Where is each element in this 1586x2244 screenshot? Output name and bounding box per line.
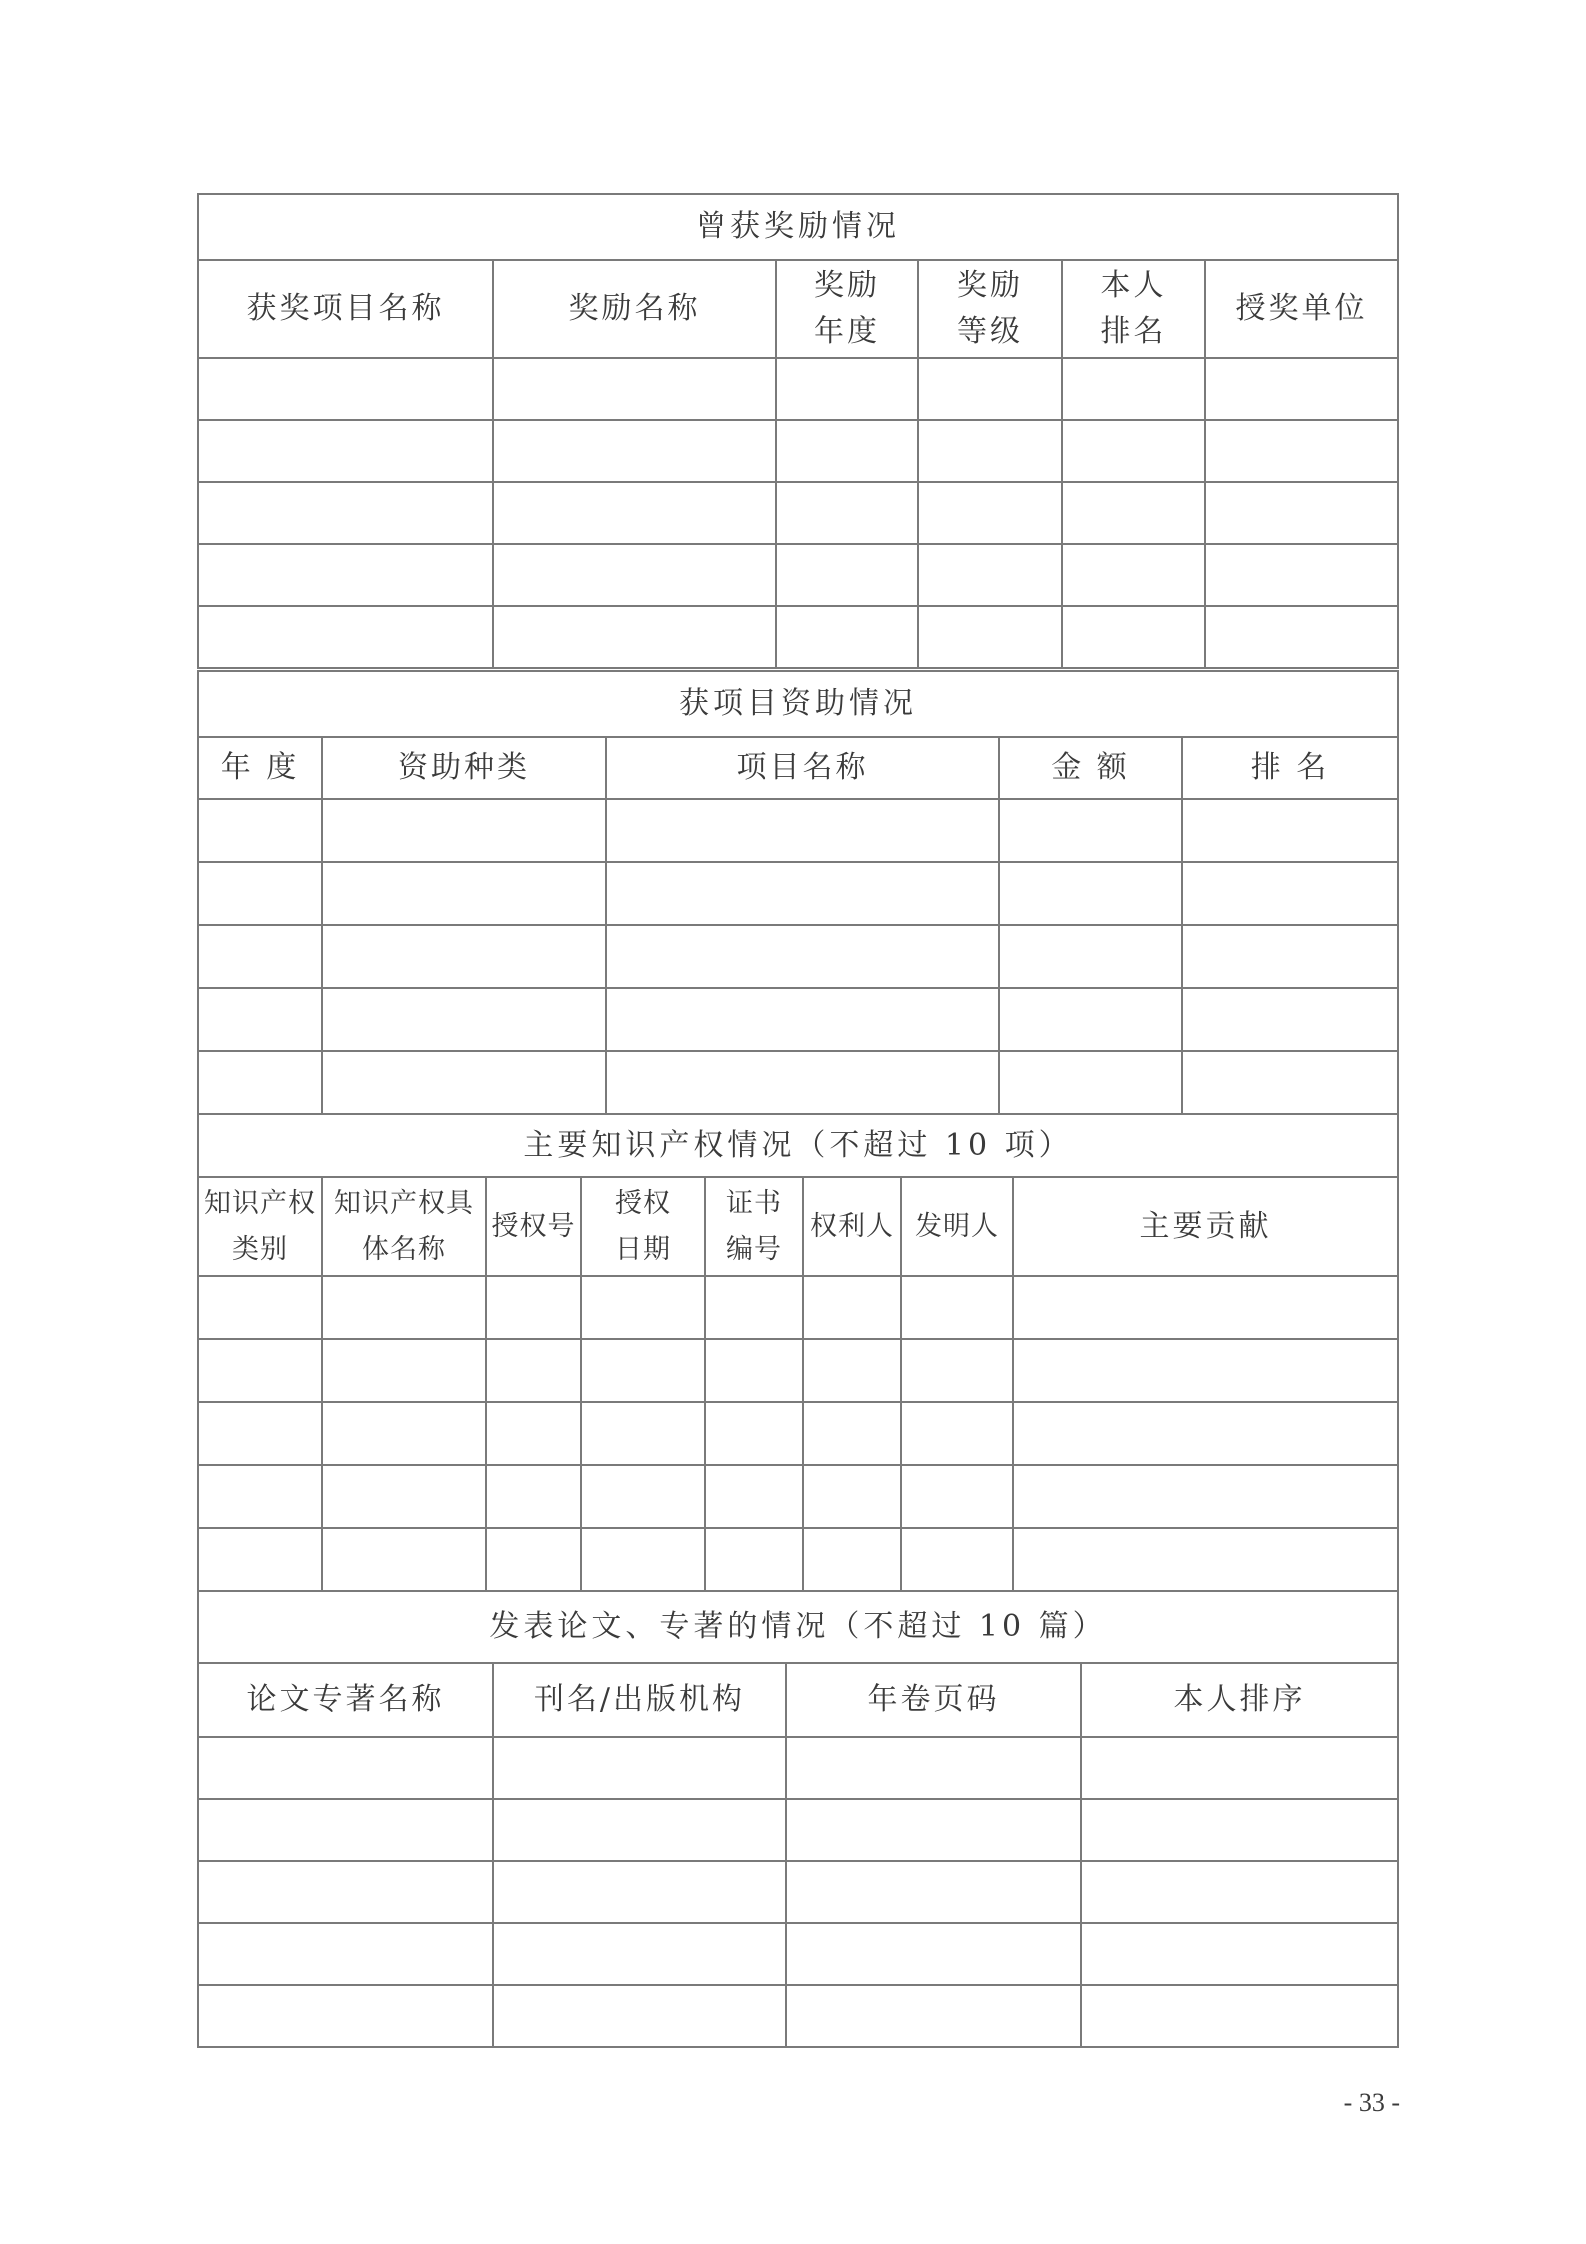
awards-header-personal-rank: 本人 排名 — [1062, 260, 1205, 358]
table-cell[interactable] — [198, 1276, 322, 1339]
table-cell[interactable] — [493, 544, 776, 606]
table-cell[interactable] — [198, 799, 322, 862]
table-cell[interactable] — [1205, 420, 1398, 482]
table-row — [198, 799, 1398, 862]
table-cell[interactable] — [705, 1402, 803, 1465]
table-cell[interactable] — [803, 1402, 901, 1465]
table-cell[interactable] — [1182, 1051, 1398, 1114]
table-cell[interactable] — [322, 1528, 486, 1591]
table-row — [198, 482, 1398, 544]
papers-table — [197, 1590, 1399, 2048]
table-cell[interactable] — [1182, 925, 1398, 988]
table-cell[interactable] — [198, 1402, 322, 1465]
table-cell[interactable] — [198, 358, 493, 420]
table-cell[interactable] — [1081, 1799, 1398, 1861]
table-cell[interactable] — [705, 1276, 803, 1339]
table-row — [198, 1861, 1398, 1923]
table-cell[interactable] — [803, 1528, 901, 1591]
table-row — [198, 988, 1398, 1051]
table-cell[interactable] — [1062, 420, 1205, 482]
funding-header-amount: 金 额 — [999, 737, 1182, 799]
table-cell[interactable] — [999, 862, 1182, 925]
table-cell[interactable] — [1013, 1402, 1398, 1465]
table-cell[interactable] — [918, 358, 1062, 420]
funding-header-rank: 排 名 — [1182, 737, 1398, 799]
table-cell[interactable] — [322, 988, 606, 1051]
table-cell[interactable] — [581, 1402, 705, 1465]
table-row — [198, 1528, 1398, 1591]
table-cell[interactable] — [705, 1528, 803, 1591]
table-cell[interactable] — [198, 1737, 493, 1799]
table-cell[interactable] — [776, 544, 918, 606]
table-cell[interactable] — [803, 1276, 901, 1339]
table-cell[interactable] — [486, 1465, 581, 1528]
table-cell[interactable] — [198, 1051, 322, 1114]
table-cell[interactable] — [1081, 1861, 1398, 1923]
table-cell[interactable] — [918, 606, 1062, 668]
table-cell[interactable] — [1081, 1737, 1398, 1799]
table-cell[interactable] — [198, 988, 322, 1051]
table-cell[interactable] — [803, 1339, 901, 1402]
table-cell[interactable] — [493, 1799, 786, 1861]
table-cell[interactable] — [486, 1402, 581, 1465]
ip-header-rights-holder: 权利人 — [803, 1177, 901, 1276]
table-row — [198, 1923, 1398, 1985]
table-cell[interactable] — [198, 1861, 493, 1923]
table-cell[interactable] — [705, 1465, 803, 1528]
table-cell[interactable] — [776, 482, 918, 544]
table-cell[interactable] — [606, 925, 999, 988]
awards-header-granting-unit: 授奖单位 — [1205, 260, 1398, 358]
ip-header-category: 知识产权 类别 — [198, 1177, 322, 1276]
table-cell[interactable] — [198, 862, 322, 925]
papers-header-row — [198, 1663, 1398, 1737]
ip-section-title: 主要知识产权情况（不超过 10 项） — [198, 1114, 1398, 1177]
table-cell[interactable] — [999, 988, 1182, 1051]
awards-header-project-name: 获奖项目名称 — [198, 260, 493, 358]
table-cell[interactable] — [581, 1339, 705, 1402]
table-cell[interactable] — [786, 1985, 1081, 2047]
table-cell[interactable] — [322, 799, 606, 862]
awards-header-award-name: 奖励名称 — [493, 260, 776, 358]
awards-header-award-year: 奖励 年度 — [776, 260, 918, 358]
table-row — [198, 358, 1398, 420]
table-cell[interactable] — [581, 1465, 705, 1528]
table-cell[interactable] — [322, 1339, 486, 1402]
table-cell[interactable] — [705, 1339, 803, 1402]
table-cell[interactable] — [322, 1276, 486, 1339]
table-cell[interactable] — [1062, 544, 1205, 606]
ip-header-specific-name: 知识产权具 体名称 — [322, 1177, 486, 1276]
table-cell[interactable] — [198, 1923, 493, 1985]
table-row — [198, 862, 1398, 925]
table-cell[interactable] — [1182, 988, 1398, 1051]
table-cell[interactable] — [198, 482, 493, 544]
table-row — [198, 1339, 1398, 1402]
table-cell[interactable] — [803, 1465, 901, 1528]
table-cell[interactable] — [1182, 862, 1398, 925]
papers-header-title: 论文专著名称 — [198, 1663, 493, 1737]
table-cell[interactable] — [776, 420, 918, 482]
table-cell[interactable] — [1182, 799, 1398, 862]
table-cell[interactable] — [606, 988, 999, 1051]
funding-header-year: 年 度 — [198, 737, 322, 799]
table-cell[interactable] — [493, 606, 776, 668]
table-cell[interactable] — [198, 1465, 322, 1528]
table-cell[interactable] — [606, 799, 999, 862]
table-cell[interactable] — [581, 1276, 705, 1339]
table-cell[interactable] — [1062, 358, 1205, 420]
ip-header-authorization-date: 授权 日期 — [581, 1177, 705, 1276]
table-cell[interactable] — [786, 1923, 1081, 1985]
table-row — [198, 1051, 1398, 1114]
table-row — [198, 1985, 1398, 2047]
table-cell[interactable] — [198, 925, 322, 988]
table-cell[interactable] — [901, 1276, 1013, 1339]
awards-header-award-level: 奖励 等级 — [918, 260, 1062, 358]
funding-section-title: 获项目资助情况 — [198, 671, 1398, 737]
ip-table — [197, 1113, 1399, 1592]
ip-header-certificate-number: 证书 编号 — [705, 1177, 803, 1276]
table-cell[interactable] — [322, 925, 606, 988]
table-cell[interactable] — [918, 420, 1062, 482]
table-cell[interactable] — [486, 1276, 581, 1339]
table-cell[interactable] — [493, 1737, 786, 1799]
table-cell[interactable] — [1013, 1528, 1398, 1591]
table-cell[interactable] — [901, 1402, 1013, 1465]
papers-header-author-order: 本人排序 — [1081, 1663, 1398, 1737]
table-cell[interactable] — [1205, 544, 1398, 606]
ip-header-authorization-number: 授权号 — [486, 1177, 581, 1276]
table-cell[interactable] — [1081, 1985, 1398, 2047]
table-cell[interactable] — [1205, 482, 1398, 544]
table-row — [198, 1276, 1398, 1339]
table-row — [198, 606, 1398, 668]
table-cell[interactable] — [493, 358, 776, 420]
table-cell[interactable] — [493, 1861, 786, 1923]
papers-header-publisher: 刊名/出版机构 — [493, 1663, 786, 1737]
ip-header-main-contribution: 主要贡献 — [1013, 1177, 1398, 1276]
table-cell[interactable] — [1081, 1923, 1398, 1985]
awards-section-title: 曾获奖励情况 — [198, 194, 1398, 260]
table-cell[interactable] — [606, 1051, 999, 1114]
table-cell[interactable] — [198, 420, 493, 482]
table-row — [198, 420, 1398, 482]
table-cell[interactable] — [581, 1528, 705, 1591]
table-cell[interactable] — [901, 1528, 1013, 1591]
table-cell[interactable] — [486, 1339, 581, 1402]
table-cell[interactable] — [493, 1923, 786, 1985]
awards-table — [197, 193, 1399, 669]
table-cell[interactable] — [776, 358, 918, 420]
table-cell[interactable] — [198, 1528, 322, 1591]
table-cell[interactable] — [786, 1861, 1081, 1923]
table-cell[interactable] — [198, 1799, 493, 1861]
table-cell[interactable] — [999, 799, 1182, 862]
page-number: - 33 - — [1343, 2088, 1400, 2117]
table-row — [198, 925, 1398, 988]
table-cell[interactable] — [1205, 606, 1398, 668]
papers-header-volume-pages: 年卷页码 — [786, 1663, 1081, 1737]
ip-header-row — [198, 1177, 1398, 1276]
table-cell[interactable] — [999, 1051, 1182, 1114]
table-cell[interactable] — [1013, 1276, 1398, 1339]
table-cell[interactable] — [486, 1528, 581, 1591]
table-cell[interactable] — [918, 544, 1062, 606]
table-cell[interactable] — [1062, 482, 1205, 544]
table-cell[interactable] — [1062, 606, 1205, 668]
table-cell[interactable] — [198, 544, 493, 606]
table-cell[interactable] — [198, 1985, 493, 2047]
table-cell[interactable] — [786, 1737, 1081, 1799]
table-cell[interactable] — [1205, 358, 1398, 420]
table-cell[interactable] — [918, 482, 1062, 544]
table-cell[interactable] — [322, 1402, 486, 1465]
table-row — [198, 1465, 1398, 1528]
table-cell[interactable] — [1013, 1339, 1398, 1402]
table-cell[interactable] — [322, 862, 606, 925]
table-cell[interactable] — [776, 606, 918, 668]
funding-table — [197, 670, 1399, 1115]
table-cell[interactable] — [786, 1799, 1081, 1861]
table-cell[interactable] — [999, 925, 1182, 988]
table-row — [198, 1799, 1398, 1861]
table-cell[interactable] — [198, 606, 493, 668]
table-cell[interactable] — [493, 1985, 786, 2047]
awards-header-row — [198, 260, 1398, 358]
table-cell[interactable] — [493, 420, 776, 482]
table-cell[interactable] — [493, 482, 776, 544]
table-cell[interactable] — [198, 1339, 322, 1402]
table-row — [198, 544, 1398, 606]
table-row — [198, 1737, 1398, 1799]
ip-header-inventor: 发明人 — [901, 1177, 1013, 1276]
papers-section-title: 发表论文、专著的情况（不超过 10 篇） — [198, 1591, 1398, 1663]
table-cell[interactable] — [901, 1465, 1013, 1528]
table-cell[interactable] — [1013, 1465, 1398, 1528]
funding-header-funding-type: 资助种类 — [322, 737, 606, 799]
table-cell[interactable] — [606, 862, 999, 925]
funding-header-project-name: 项目名称 — [606, 737, 999, 799]
funding-header-row — [198, 737, 1398, 799]
table-row — [198, 1402, 1398, 1465]
table-cell[interactable] — [322, 1051, 606, 1114]
table-cell[interactable] — [322, 1465, 486, 1528]
table-cell[interactable] — [901, 1339, 1013, 1402]
